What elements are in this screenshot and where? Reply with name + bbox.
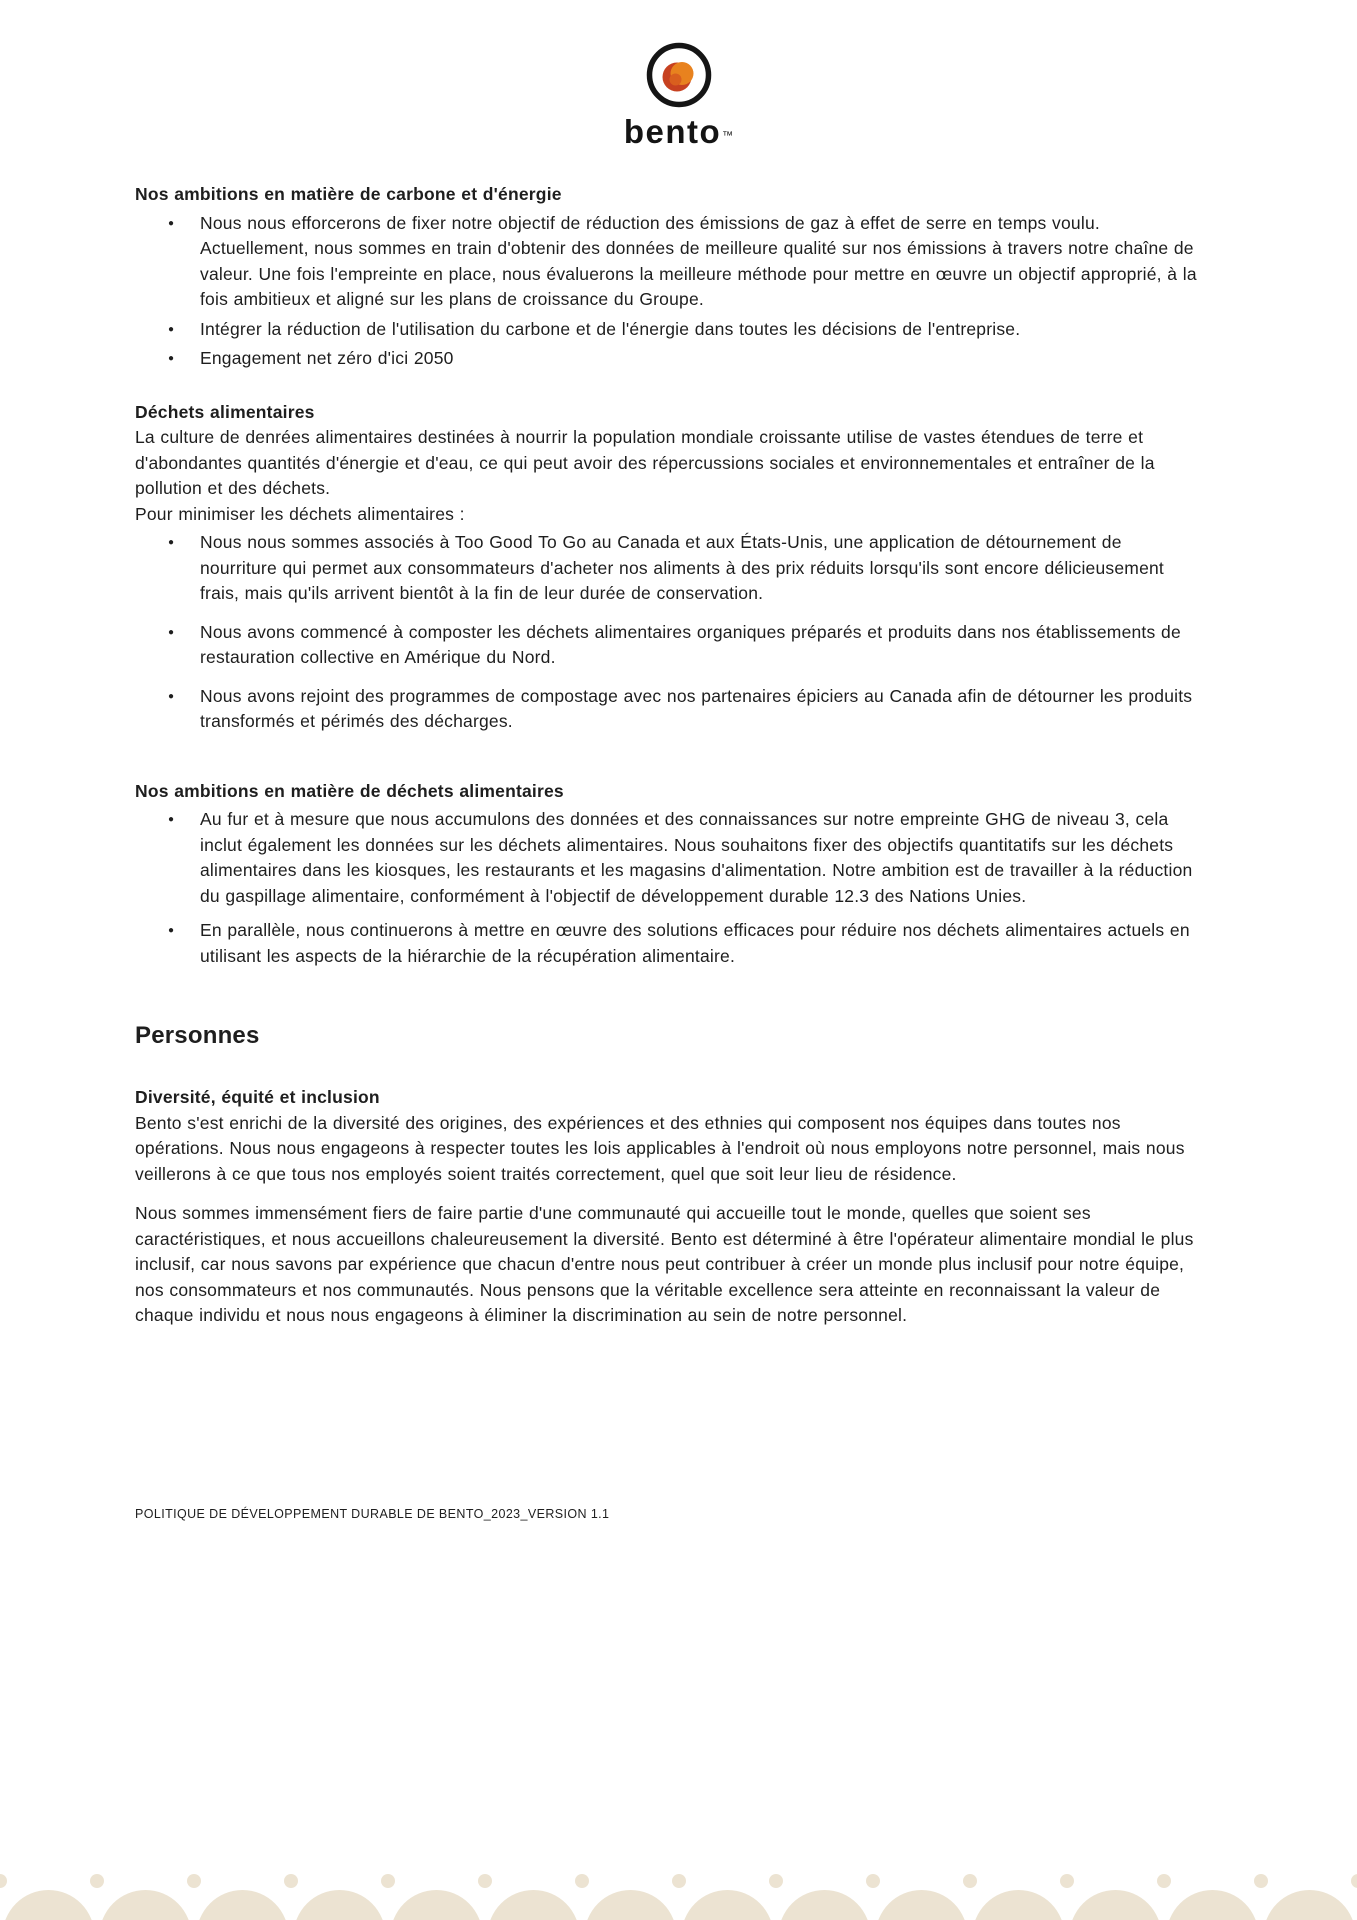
food-waste-intro: La culture de denrées alimentaires destinées à nourrir la population mondiale croissante utilise de vastes étendues de terre et d'abondantes quantités d'énergie et d'eau, ce qui peut avoir des répercussions sociales et environnementales et entraîner de la pollution et des déchets. <box>135 427 1155 498</box>
logo-brand-text: bento <box>623 113 722 150</box>
list-item: ● En parallèle, nous continuerons à mettre en œuvre des solutions efficaces pour réduire nos déchets alimentaires actuels en utilisant les aspects de la hiérarchie de la récupération alimentaire. <box>135 918 1197 969</box>
section-food-waste-ambitions <box>135 779 1197 970</box>
list-item: ● Nous nous efforcerons de fixer notre objectif de réduction des émissions de gaz à effet de serre en temps voulu. Actuellement, nous sommes en train d'obtenir des données de meilleure qualité sur nos émissions à travers notre chaîne de valeur. Une fois l'empreinte en place, nous évaluerons la meilleure méthode pour mettre en œuvre un objectif approprié, à la fois ambitieux et aligné sur les plans de croissance du Groupe. <box>135 211 1197 313</box>
list-item: ● Nous nous sommes associés à Too Good To Go au Canada et aux États-Unis, une application de détournement de nourriture qui permet aux consommateurs d'acheter nos aliments à des prix réduits lorsqu'ils sont encore délicieusement frais, mais qu'ils arrivent bientôt à la fin de leur durée de conservation. <box>135 530 1197 607</box>
food-waste-ambitions-list <box>135 807 1197 969</box>
bento-logo-icon <box>644 40 714 110</box>
section-people <box>135 1021 1197 1329</box>
logo-wordmark <box>0 113 1357 151</box>
section-carbon-energy-ambitions <box>135 182 1197 372</box>
food-waste-heading: Déchets alimentaires <box>135 401 315 422</box>
dei-paragraph-1: Bento s'est enrichi de la diversité des origines, des expériences et des ethnies qui composent nos équipes dans toutes nos opérations. Nous nous engageons à respecter toutes les lois applicables à l'endroit où nous employons notre personnel, mais nous veillerons à ce que tous nos employés soient traités correctement, quel que soit leur lieu de résidence. <box>135 1112 1185 1184</box>
dei-heading: Diversité, équité et inclusion <box>135 1087 380 1107</box>
logo-trademark-icon: ™ <box>722 130 734 143</box>
carbon-ambitions-heading: Nos ambitions en matière de carbone et d'énergie <box>135 184 562 204</box>
list-item: ● Engagement net zéro d'ici 2050 <box>135 346 1197 372</box>
document-body <box>135 182 1197 1329</box>
section-food-waste <box>135 400 1197 735</box>
dei-paragraph-2: Nous sommes immensément fiers de faire partie d'une communauté qui accueille tout le monde, quelles que soient ses caractéristiques, et nous accueillons chaleureusement la diversité. Bento est déterminé à être l'opérateur alimentaire mondial le plus inclusif, car nous savons par expérience que chacun d'entre nous peut contribuer à créer un monde plus inclusif pour notre équipe, nos consommateurs et nos communautés. Nous pensons que la véritable excellence sera atteinte en reconnaissant la valeur de chaque individu et nous nous engageons à éliminer la discrimination au sein de notre personnel. <box>135 1203 1194 1325</box>
people-heading: Personnes <box>135 1022 260 1049</box>
decorative-scallop-border <box>0 1868 1357 1920</box>
logo-block <box>0 40 1357 151</box>
carbon-ambitions-list <box>135 211 1197 372</box>
food-waste-ambitions-heading: Nos ambitions en matière de déchets alimentaires <box>135 780 564 801</box>
list-item: ● Intégrer la réduction de l'utilisation du carbone et de l'énergie dans toutes les décisions de l'entreprise. <box>135 317 1197 343</box>
list-item: ● Nous avons rejoint des programmes de compostage avec nos partenaires épiciers au Canada afin de détourner les produits transformés et périmés des décharges. <box>135 684 1197 735</box>
list-item: ● Nous avons commencé à composter les déchets alimentaires organiques préparés et produits dans nos établissements de restauration collective en Amérique du Nord. <box>135 620 1197 671</box>
document-footer <box>135 1507 609 1521</box>
footer-text: POLITIQUE DE DÉVELOPPEMENT DURABLE DE BENTO_2023_VERSION 1.1 <box>135 1507 610 1521</box>
food-waste-list-intro: Pour minimiser les déchets alimentaires : <box>135 503 465 524</box>
food-waste-list <box>135 530 1197 735</box>
list-item: ● Au fur et à mesure que nous accumulons des données et des connaissances sur notre empreinte GHG de niveau 3, cela inclut également les données sur les déchets alimentaires. Nous souhaitons fixer des objectifs quantitatifs sur les déchets alimentaires dans les kiosques, les restaurants et les magasins d'alimentation. Notre ambition est de travailler à la réduction du gaspillage alimentaire, conformément à l'objectif de développement durable 12.3 des Nations Unies. <box>135 807 1197 909</box>
